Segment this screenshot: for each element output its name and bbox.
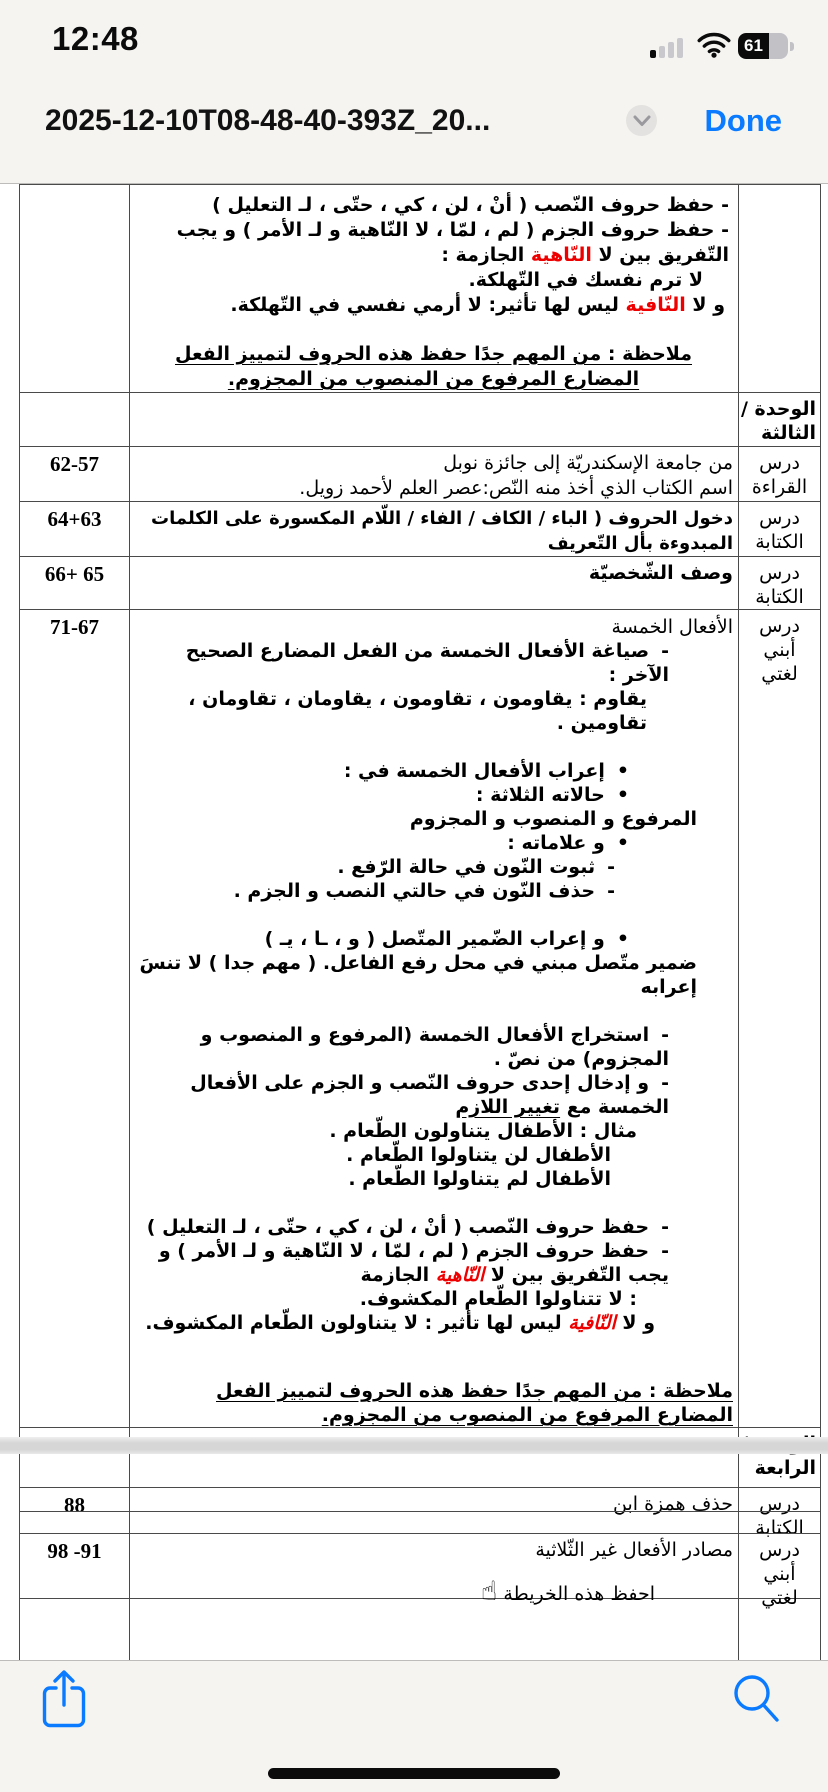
content-cell (130, 610, 739, 1428)
text-line: احفظ هذه الخريطة ☝ (480, 1576, 655, 1607)
status-time: 12:48 (52, 20, 139, 57)
pages-cell: 66+ 65 (20, 557, 130, 610)
pages-cell: 62-57 (20, 447, 130, 502)
text-line: حذف همزة ابن (613, 1493, 733, 1515)
share-button[interactable] (40, 1667, 96, 1737)
text-line: الأطفال لن يتناولوا الطّعام . (346, 1144, 611, 1166)
text-line: -ثبوت النّون في حالة الرّفع . (337, 856, 615, 878)
red-keyword: النّافية (568, 1312, 616, 1334)
text-line: : لا تتناولوا الطّعام المكشوف. (359, 1288, 637, 1310)
lesson-label-cell: درس الكتابة (739, 502, 821, 557)
text-line: الأطفال لم يتناولوا الطّعام . (348, 1168, 611, 1190)
text-line: يقاوم : يقاومون ، تقاومون ، يقاومان ، تقاومان ، تقاومين . (188, 688, 647, 734)
text-line: - حفظ حروف النّصب ( أنْ ، لن ، كي ، حتّى ، لـ التعليل ) (212, 194, 729, 216)
red-keyword: النّافية (625, 294, 686, 316)
red-keyword: النّاهية (530, 244, 592, 266)
text-line: وصف الشّخصيّة (588, 562, 733, 584)
text-line: دخول الحروف ( الباء / الكاف / الفاء / اللّام المكسورة على الكلمات المبدوءة بأل التّعريف (151, 508, 733, 554)
home-indicator[interactable] (268, 1768, 560, 1779)
pages-cell (20, 185, 130, 393)
text-line: •حالاته الثلاثة : (475, 784, 629, 806)
pointing-hand-icon: ☝ (480, 1576, 498, 1607)
table-row (20, 557, 821, 610)
table-row (20, 447, 821, 502)
table-row (20, 610, 821, 1428)
pdf-scroll-area[interactable] (0, 184, 828, 1660)
study-plan-table-page1 (19, 184, 821, 1599)
text-line: - حفظ حروف الجزم ( لم ، لمّا ، لا النّاهية و لـ الأمر ) و يجب التّفريق بين لا النّاهية الجازمة : (176, 219, 729, 266)
text-line: -حفظ حروف النّصب ( أنْ ، لن ، كي ، حتّى ، لـ التعليل ) (146, 1216, 669, 1238)
text-line: •و علاماته : (507, 832, 629, 854)
wifi-icon (696, 32, 732, 62)
underlined-phrase: تغيير اللازم (455, 1096, 561, 1118)
pages-cell: 71-67 (20, 610, 130, 1428)
pages-cell (20, 1512, 130, 1534)
text-line: ضمير متّصل مبني في محل رفع الفاعل. ( مهم جدا ) لا تنسَ إعرابه (139, 952, 697, 998)
title-dropdown-button[interactable] (626, 105, 657, 136)
search-button[interactable] (730, 1671, 786, 1731)
red-keyword: النّاهية (435, 1264, 485, 1286)
lesson-label-cell: درس الكتابة (739, 557, 821, 610)
note-line: ملاحظة : من المهم جدًا حفظ هذه الحروف لتمييز الفعل المضارع المرفوع من المنصوب من المجزوم. (175, 343, 692, 390)
text-line: و لا النّافية ليس لها تأثير: لا أرمي نفسي في التّهلكة. (230, 294, 725, 316)
text-line: من جامعة الإسكندريّة إلى جائزة نوبل (443, 452, 733, 474)
table-row (20, 185, 821, 393)
content-cell (130, 393, 739, 447)
page-gap-divider (0, 1437, 828, 1454)
text-line: •إعراب الأفعال الخمسة في : (343, 760, 629, 782)
lesson-label-cell (739, 1512, 821, 1534)
lesson-label-cell: درس الكتابة (739, 1488, 821, 1599)
battery-cap (790, 42, 794, 51)
text-line: و لا النّافية ليس لها تأثير : لا يتناولون الطّعام المكشوف. (145, 1312, 655, 1334)
content-cell (130, 557, 739, 610)
content-cell (130, 502, 739, 557)
share-icon (40, 1667, 88, 1731)
lesson-label-cell: الرابعة (739, 1428, 821, 1488)
note-line: ملاحظة : من المهم جدًا حفظ هذه الحروف لتمييز الفعل المضارع المرفوع من المنصوب من المجزوم. (216, 1380, 733, 1426)
pages-cell: 64+63 (20, 502, 130, 557)
pages-cell: 98 -91 (20, 1534, 130, 1704)
text-line: -حفظ حروف الجزم ( لم ، لمّا ، لا النّاهية و لـ الأمر ) و يجب التّفريق بين لا النّاهية الجازمة (158, 1240, 669, 1286)
top-chrome (0, 0, 828, 184)
pages-cell: 88 (20, 1488, 130, 1599)
pages-cell (20, 393, 130, 447)
table-row (20, 393, 821, 447)
content-cell (130, 1512, 739, 1534)
text-line: •و إعراب الضّمير المتّصل ( و ، ـا ، يـ ) (264, 928, 629, 950)
lesson-label-cell: درس القراءة (739, 447, 821, 502)
lesson-label-cell: درس أبني لغتي (739, 1534, 821, 1704)
text-line: مثال : الأطفال يتناولون الطّعام . (329, 1120, 637, 1142)
table-row (20, 502, 821, 557)
text-line: -صياغة الأفعال الخمسة من الفعل المضارع الصحيح الآخر : (185, 640, 669, 686)
lesson-label-cell: درس أبني لغتي (739, 610, 821, 1428)
lesson-label-cell (739, 185, 821, 393)
search-icon (730, 1671, 784, 1727)
battery-percent: 61 (744, 36, 763, 55)
text-line: اسم الكتاب الذي أخذ منه النّص:عصر العلم لأحمد زويل. (299, 477, 733, 499)
text-line: -و إدخال إحدى حروف النّصب و الجزم على الأفعال الخمسة مع تغيير اللازم (190, 1072, 669, 1118)
table-row (20, 1512, 821, 1534)
lesson-label-cell: الوحدة / الثالثة (739, 393, 821, 447)
cellular-signal-icon (650, 37, 690, 58)
document-title: 2025-12-10T08-48-40-393Z_20... (45, 104, 491, 137)
battery-icon (738, 33, 788, 59)
text-line: المرفوع و المنصوب و المجزوم (409, 808, 697, 830)
done-button[interactable]: Done (704, 103, 782, 138)
text-line: الأفعال الخمسة (611, 616, 733, 638)
chevron-down-icon (631, 114, 653, 128)
text-line: مصادر الأفعال غير الثّلاثية (535, 1539, 733, 1561)
text-line: لا ترم نفسك في التّهلكة. (468, 269, 703, 291)
text-line: -حذف النّون في حالتي النصب و الجزم . (233, 880, 615, 902)
text-line: -استخراج الأفعال الخمسة (المرفوع و المنصوب و المجزوم) من نصّ . (200, 1024, 669, 1070)
content-cell (130, 447, 739, 502)
content-cell (130, 185, 739, 393)
